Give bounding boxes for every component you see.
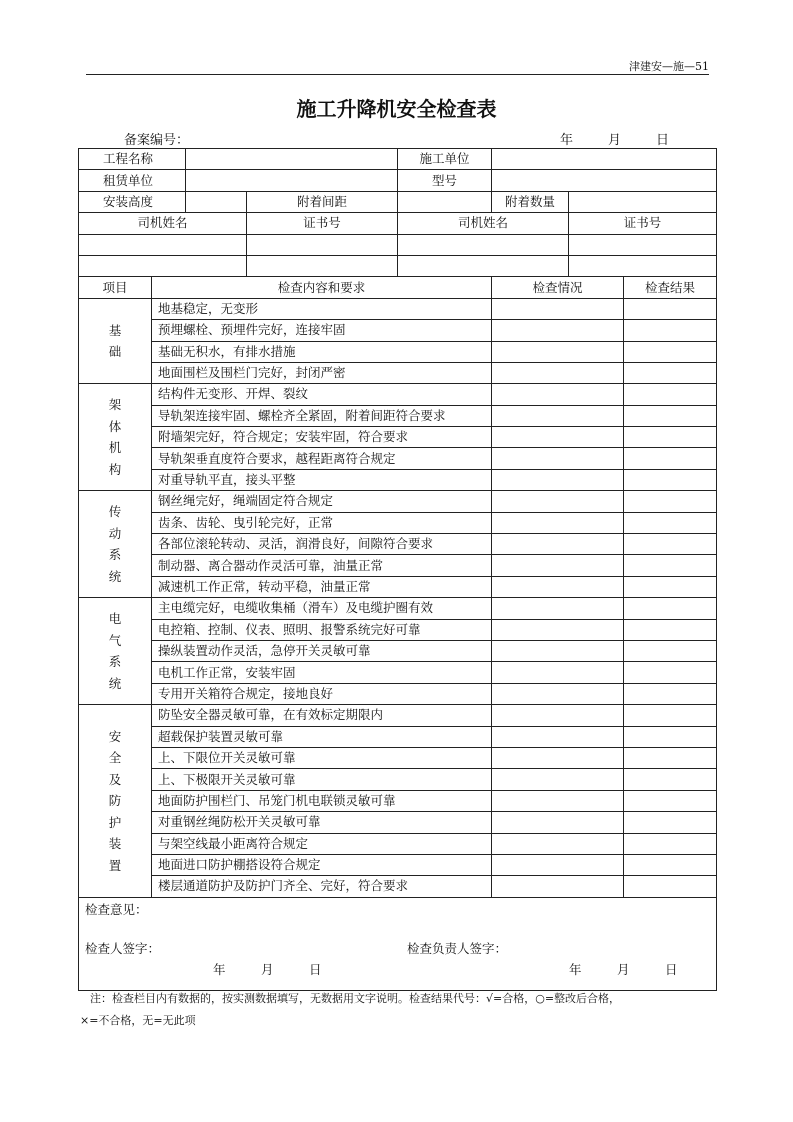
- check-status-field[interactable]: [492, 491, 624, 512]
- check-status-field[interactable]: [492, 747, 624, 768]
- info-row: [79, 191, 717, 212]
- check-result-field[interactable]: [624, 640, 717, 661]
- day-label: 日: [656, 133, 670, 148]
- day-label: 日: [665, 961, 678, 977]
- check-result-field[interactable]: [624, 491, 717, 512]
- status-header: 检查情况: [492, 277, 624, 298]
- month-label: 月: [608, 133, 622, 148]
- check-result-field[interactable]: [624, 534, 717, 555]
- item-header: 项目: [79, 277, 152, 298]
- check-item: 与架空线最小距离符合规定: [152, 833, 492, 854]
- check-status-field[interactable]: [492, 790, 624, 811]
- check-status-field[interactable]: [492, 619, 624, 640]
- result-header: 检查结果: [624, 277, 717, 298]
- check-item: 地面围栏及围栏门完好，封闭严密: [152, 362, 492, 383]
- check-result-field[interactable]: [624, 854, 717, 875]
- year-label: 年: [213, 961, 226, 977]
- check-item: 楼层通道防护及防护门齐全、完好，符合要求: [152, 876, 492, 897]
- check-result-field[interactable]: [624, 298, 717, 319]
- check-status-field[interactable]: [492, 341, 624, 362]
- check-row: [79, 854, 717, 875]
- section-name: [79, 705, 152, 898]
- cert-no-label: 证书号: [569, 213, 717, 234]
- attach-spacing-label: 附着间距: [247, 191, 398, 212]
- check-status-field[interactable]: [492, 833, 624, 854]
- section-name-text: 架体机构: [108, 397, 122, 477]
- section-name-text: 基础: [108, 322, 122, 360]
- check-item: 减速机工作正常，转动平稳，油量正常: [152, 576, 492, 597]
- attach-count-field[interactable]: [569, 191, 717, 212]
- check-result-field[interactable]: [624, 341, 717, 362]
- footnote-line-2: ×=不合格，无=无此项: [80, 1014, 196, 1027]
- check-row: [79, 384, 717, 405]
- check-row: [79, 491, 717, 512]
- check-result-field[interactable]: [624, 726, 717, 747]
- check-row: [79, 619, 717, 640]
- check-item: 地面防护围栏门、吊笼门机电联锁灵敏可靠: [152, 790, 492, 811]
- check-row: [79, 469, 717, 490]
- check-item: 导轨架垂直度符合要求，越程距离符合规定: [152, 448, 492, 469]
- check-result-field[interactable]: [624, 384, 717, 405]
- check-status-field[interactable]: [492, 854, 624, 875]
- check-item: 电机工作正常，安装牢固: [152, 662, 492, 683]
- install-height-field[interactable]: [186, 191, 247, 212]
- section-name: [79, 384, 152, 491]
- footnote-line-1: 注：检查栏目内有数据的，按实测数据填写，无数据用文字说明。检查结果代号：√=合格，○=整改后合格，: [90, 992, 621, 1005]
- check-row: [79, 876, 717, 897]
- check-item: 对重钢丝绳防松开关灵敏可靠: [152, 812, 492, 833]
- check-result-field[interactable]: [624, 705, 717, 726]
- check-item: 各部位滚轮转动、灵活，润滑良好，间隙符合要求: [152, 534, 492, 555]
- check-item: 附墙架完好，符合规定；安装牢固，符合要求: [152, 427, 492, 448]
- inspector-date: [213, 963, 357, 977]
- model-field[interactable]: [492, 170, 717, 191]
- check-item: 上、下限位开关灵敏可靠: [152, 747, 492, 768]
- check-result-field[interactable]: [624, 683, 717, 704]
- section-name: [79, 298, 152, 384]
- driver-name-label: 司机姓名: [79, 213, 247, 234]
- check-status-field[interactable]: [492, 362, 624, 383]
- leader-date: [569, 963, 713, 977]
- check-status-field[interactable]: [492, 384, 624, 405]
- check-row: [79, 576, 717, 597]
- check-status-field[interactable]: [492, 812, 624, 833]
- driver-name-label: 司机姓名: [398, 213, 569, 234]
- info-row: [79, 170, 717, 191]
- record-number-label: 备案编号：: [124, 133, 190, 148]
- inspection-table: [78, 148, 717, 991]
- check-status-field[interactable]: [492, 640, 624, 661]
- check-result-field[interactable]: [624, 876, 717, 897]
- check-header-row: [79, 277, 717, 298]
- check-item: 结构件无变形、开焊、裂纹: [152, 384, 492, 405]
- check-result-field[interactable]: [624, 812, 717, 833]
- check-result-field[interactable]: [624, 833, 717, 854]
- section-name-text: 电气系统: [108, 611, 122, 691]
- cert-no-field[interactable]: [247, 255, 398, 276]
- check-row: [79, 555, 717, 576]
- check-row: [79, 427, 717, 448]
- footer-row: [79, 897, 717, 990]
- lease-unit-label: 租赁单位: [79, 170, 186, 191]
- driver-name-field[interactable]: [79, 255, 247, 276]
- page-title: 施工升降机安全检查表: [296, 97, 497, 121]
- check-status-field[interactable]: [492, 555, 624, 576]
- check-row: [79, 512, 717, 533]
- check-status-field[interactable]: [492, 512, 624, 533]
- document-code: 津建安—施—51: [629, 60, 709, 73]
- check-row: [79, 362, 717, 383]
- check-item: 制动器、离合器动作灵活可靠，油量正常: [152, 555, 492, 576]
- check-row: [79, 598, 717, 619]
- check-status-field[interactable]: [492, 405, 624, 426]
- check-status-field[interactable]: [492, 683, 624, 704]
- check-status-field[interactable]: [492, 726, 624, 747]
- month-label: 月: [617, 961, 630, 977]
- check-result-field[interactable]: [624, 576, 717, 597]
- check-row: [79, 405, 717, 426]
- driver-name-field[interactable]: [398, 255, 569, 276]
- check-result-field[interactable]: [624, 469, 717, 490]
- opinion-label: 检查意见：: [85, 901, 148, 917]
- check-row: [79, 320, 717, 341]
- check-item: 地基稳定，无变形: [152, 298, 492, 319]
- check-result-field[interactable]: [624, 555, 717, 576]
- check-status-field[interactable]: [492, 427, 624, 448]
- attach-count-label: 附着数量: [492, 191, 569, 212]
- check-result-field[interactable]: [624, 448, 717, 469]
- check-item: 操纵装置动作灵活，急停开关灵敏可靠: [152, 640, 492, 661]
- check-item: 防坠安全器灵敏可靠，在有效标定期限内: [152, 705, 492, 726]
- check-item: 电控箱、控制、仪表、照明、报警系统完好可靠: [152, 619, 492, 640]
- check-result-field[interactable]: [624, 598, 717, 619]
- check-result-field[interactable]: [624, 747, 717, 768]
- driver-row: [79, 255, 717, 276]
- driver-header-row: [79, 213, 717, 234]
- check-row: [79, 341, 717, 362]
- check-row: [79, 705, 717, 726]
- driver-name-field[interactable]: [79, 234, 247, 255]
- opinion-area[interactable]: [79, 897, 717, 990]
- leader-sign-label: 检查负责人签字：: [407, 940, 508, 956]
- check-row: [79, 640, 717, 661]
- construction-unit-label: 施工单位: [398, 149, 492, 170]
- check-status-field[interactable]: [492, 448, 624, 469]
- check-row: [79, 812, 717, 833]
- driver-name-field[interactable]: [398, 234, 569, 255]
- cert-no-field[interactable]: [247, 234, 398, 255]
- check-status-field[interactable]: [492, 705, 624, 726]
- check-row: [79, 683, 717, 704]
- cert-no-field[interactable]: [569, 234, 717, 255]
- inspector-sign-label: 检查人签字：: [85, 940, 161, 956]
- check-item: 专用开关箱符合规定，接地良好: [152, 683, 492, 704]
- check-result-field[interactable]: [624, 662, 717, 683]
- check-item: 对重导轨平直，接头平整: [152, 469, 492, 490]
- check-result-field[interactable]: [624, 320, 717, 341]
- project-name-field[interactable]: [186, 149, 398, 170]
- check-status-field[interactable]: [492, 298, 624, 319]
- check-item: 超载保护装置灵敏可靠: [152, 726, 492, 747]
- check-status-field[interactable]: [492, 576, 624, 597]
- driver-row: [79, 234, 717, 255]
- year-label: 年: [560, 133, 574, 148]
- content-header: 检查内容和要求: [152, 277, 492, 298]
- footnote: [80, 988, 716, 1032]
- check-result-field[interactable]: [624, 362, 717, 383]
- check-row: [79, 298, 717, 319]
- check-status-field[interactable]: [492, 662, 624, 683]
- check-status-field[interactable]: [492, 320, 624, 341]
- check-row: [79, 662, 717, 683]
- section-name: [79, 598, 152, 705]
- year-label: 年: [569, 961, 582, 977]
- month-label: 月: [261, 961, 274, 977]
- cert-no-field[interactable]: [569, 255, 717, 276]
- construction-unit-field[interactable]: [492, 149, 717, 170]
- check-result-field[interactable]: [624, 769, 717, 790]
- check-row: [79, 747, 717, 768]
- lease-unit-field[interactable]: [186, 170, 398, 191]
- check-item: 钢丝绳完好，绳端固定符合规定: [152, 491, 492, 512]
- section-name-text: 安全及防护装置: [108, 728, 122, 873]
- model-label: 型号: [398, 170, 492, 191]
- check-result-field[interactable]: [624, 790, 717, 811]
- check-row: [79, 769, 717, 790]
- check-result-field[interactable]: [624, 405, 717, 426]
- check-item: 主电缆完好，电缆收集桶（滑车）及电缆护圈有效: [152, 598, 492, 619]
- form-date: [560, 129, 704, 148]
- check-item: 齿条、齿轮、曳引轮完好，正常: [152, 512, 492, 533]
- check-item: 地面进口防护棚搭设符合规定: [152, 854, 492, 875]
- info-row: [79, 149, 717, 170]
- section-name-text: 传动系统: [108, 504, 122, 584]
- check-status-field[interactable]: [492, 876, 624, 897]
- check-row: [79, 790, 717, 811]
- check-item: 基础无积水，有排水措施: [152, 341, 492, 362]
- day-label: 日: [309, 961, 322, 977]
- check-status-field[interactable]: [492, 598, 624, 619]
- check-row: [79, 833, 717, 854]
- check-item: 导轨架连接牢固、螺栓齐全紧固，附着间距符合要求: [152, 405, 492, 426]
- cert-no-label: 证书号: [247, 213, 398, 234]
- attach-spacing-field[interactable]: [398, 191, 492, 212]
- check-status-field[interactable]: [492, 469, 624, 490]
- check-status-field[interactable]: [492, 769, 624, 790]
- check-result-field[interactable]: [624, 427, 717, 448]
- check-result-field[interactable]: [624, 512, 717, 533]
- install-height-label: 安装高度: [79, 191, 186, 212]
- check-result-field[interactable]: [624, 619, 717, 640]
- project-name-label: 工程名称: [79, 149, 186, 170]
- header-rule: [86, 74, 709, 75]
- check-item: 上、下极限开关灵敏可靠: [152, 769, 492, 790]
- check-row: [79, 534, 717, 555]
- check-status-field[interactable]: [492, 534, 624, 555]
- section-name: [79, 491, 152, 598]
- check-row: [79, 726, 717, 747]
- check-item: 预埋螺栓、预埋件完好，连接牢固: [152, 320, 492, 341]
- check-row: [79, 448, 717, 469]
